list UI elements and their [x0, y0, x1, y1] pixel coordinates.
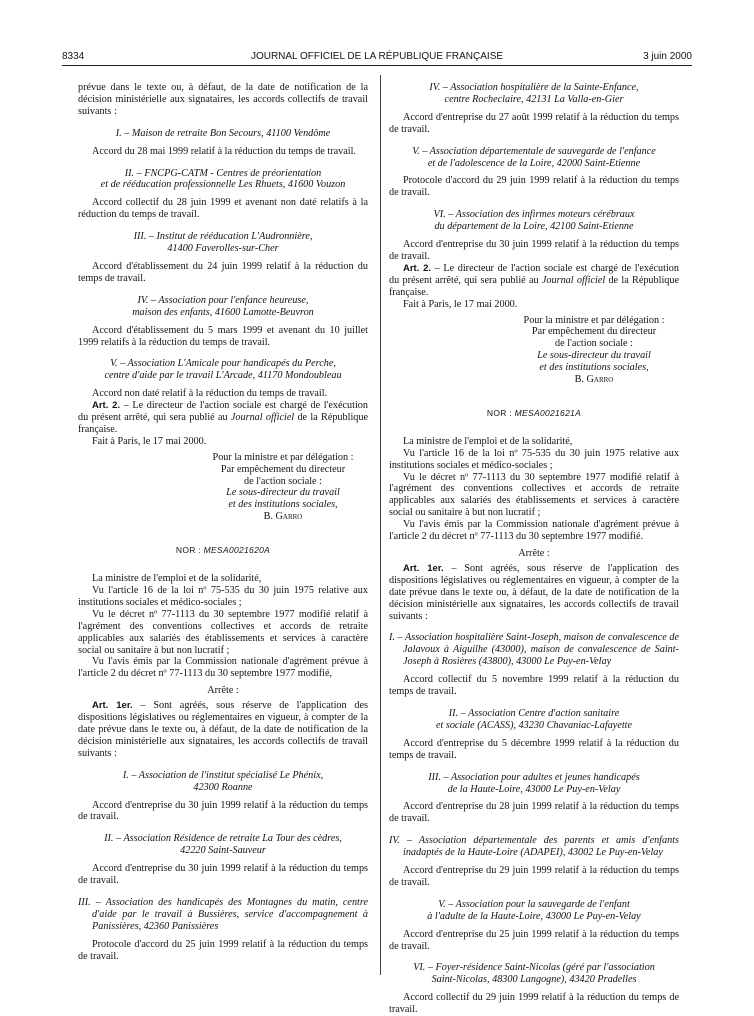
- entry-title: [389, 772, 679, 796]
- entry-title-line: à l'adulte de la Haute-Loire, 43000 Le Puy-en-Velay: [427, 910, 641, 922]
- entry-title-line: V. – Association départementale de sauvegarde de l'enfance: [412, 145, 656, 157]
- signature-line: et des institutions sociales,: [539, 362, 649, 374]
- header-rule: [62, 65, 692, 66]
- entry-title: [389, 146, 679, 170]
- entry-title: [78, 231, 368, 255]
- signature-line: Pour la ministre et par délégation :: [212, 451, 354, 463]
- signatory-name: B. Garro: [263, 511, 303, 523]
- preamble: Vu l'article 16 de la loi nº 75-535 du 30 juin 1975 relative aux institutions sociales et médico-sociales ;: [78, 585, 368, 608]
- article-text: – Le directeur de l'action sociale est chargé de l'exécution du présent arrêté, qui sera publié au: [389, 262, 679, 286]
- entry-text: Accord non daté relatif à la réduction du temps de travail.: [92, 388, 328, 400]
- entry-title: [389, 962, 679, 986]
- page-header: [0, 0, 754, 70]
- signature-line: Par empêchement du directeur: [531, 326, 657, 338]
- entry-text: Protocole d'accord du 29 juin 1999 relatif à la réduction du temps de travail.: [389, 175, 679, 199]
- entry-title-line: II. – Association Résidence de retraite La Tour des cèdres,: [104, 833, 342, 845]
- signature-line: Par empêchement du directeur: [220, 463, 346, 475]
- entry-title-line: et sociale (ACASS), 43230 Chavaniac-Lafayette: [435, 719, 633, 731]
- signature-line: Le sous-directeur du travail: [226, 487, 340, 499]
- entry-title-line: centre Rocheclaire, 42131 La Valla-en-Gier: [444, 93, 624, 105]
- nor-reference: [389, 408, 679, 420]
- entry-title-line: et de l'adolescence de la Loire, 42000 Saint-Etienne: [427, 157, 641, 169]
- entry-text: Accord d'entreprise du 30 juin 1999 relatif à la réduction du temps de travail.: [78, 799, 368, 823]
- article-text: – Le directeur de l'action sociale est chargé de l'exécution du présent arrêté, qui sera publié au: [78, 400, 368, 424]
- entry-title-line: maison des enfants, 41600 Lamotte-Beuvron: [132, 306, 314, 318]
- preamble: Vu le décret nº 77-1113 du 30 septembre 1977 modifié relatif à l'agrément des conventions collectives et accords de retraite applicables aux salariés des établissements et services à caractère social ou sanitaire à but non lucratif ;: [389, 471, 679, 519]
- signature-line: de l'action sociale :: [555, 338, 633, 350]
- arrete-heading: Arrête :: [518, 548, 550, 559]
- entry-title-line: centre d'aide par le travail L'Arcade, 41170 Mondoubleau: [104, 370, 342, 382]
- preamble: Vu l'article 16 de la loi nº 75-535 du 30 juin 1975 relative aux institutions sociales et médico-sociales ;: [389, 447, 679, 471]
- preamble: Vu le décret nº 77-1113 du 30 septembre 1977 modifié relatif à l'agrément des conventions collectives et accords de retraite applicables aux salariés des établissements et services à caractère social ou sanitaire à but non lucratif ;: [78, 608, 368, 656]
- entry-title: [389, 708, 679, 732]
- entry-title-line: II. – Association Centre d'action sanitaire: [448, 707, 620, 719]
- entry-text: Accord d'entreprise du 25 juin 1999 relatif à la réduction du temps de travail.: [389, 928, 679, 952]
- arrete-heading: Arrête :: [207, 685, 239, 697]
- entry-title: [78, 358, 368, 382]
- entry-title-line: III. – Institut de rééducation L'Audronnière,: [133, 231, 313, 243]
- preamble: Vu l'avis émis par la Commission nationale d'agrément prévue à l'article 2 du décret nº 77-1113 du 30 septembre 1977 modifié,: [78, 656, 368, 680]
- article-1: [78, 700, 368, 760]
- preamble: Vu l'avis émis par la Commission nationale d'agrément prévue à l'article 2 du décret nº 77-1113 du 30 septembre 1977 modifié.: [389, 519, 679, 543]
- entry-title-line: V. – Association pour la sauvegarde de l'enfant: [438, 898, 630, 910]
- signature-line: de l'action sociale :: [244, 475, 322, 487]
- signature-block: [509, 315, 679, 386]
- entry-text: Accord d'établissement du 24 juin 1999 relatif à la réduction du temps de travail.: [78, 260, 368, 284]
- page-number: 8334: [62, 51, 85, 62]
- journal-ref: Journal officiel: [541, 274, 606, 286]
- article-2: [389, 263, 679, 299]
- entry-title: I. – Maison de retraite Bon Secours, 41100 Vendôme: [115, 127, 331, 139]
- entry-title-line: IV. – Association hospitalière de la Sainte-Enfance,: [429, 82, 639, 93]
- article-text: de la République française.: [389, 274, 679, 298]
- entry-title: [389, 899, 679, 923]
- entry-title-line: III. – Association pour adultes et jeunes handicapés: [428, 771, 640, 783]
- entry-title-line: VI. – Association des infirmes moteurs cérébraux: [433, 209, 635, 221]
- entry-title-line: de la Haute-Loire, 43000 Le Puy-en-Velay: [447, 783, 621, 795]
- article-text: – Sont agréés, sous réserve de l'application des dispositions législatives ou réglementaires en vigueur, à compter de la date prévue dans le texte ou, à défaut, de la date de notification de la décision ministérielle aux signataires, les accords collectifs de travail suivants :: [389, 562, 679, 622]
- preamble: La ministre de l'emploi et de la solidarité,: [92, 573, 262, 585]
- entry-title: IV. – Association départementale des parents et amis d'enfants inadaptés de la Haute-Loire (ADAPEI), 43002 Le Puy-en-Velay: [389, 835, 679, 859]
- signature-line: et des institutions sociales,: [228, 499, 338, 511]
- entry-text: Accord d'entreprise du 30 juin 1999 relatif à la réduction du temps de travail.: [78, 863, 368, 887]
- entry-title: I. – Association hospitalière Saint-Joseph, maison de convalescence de Jalavoux à Aiguilhe (43000), maison de convalescence de Saint-Joseph à Rosières (43800), 43000 Le Puy-en-Velay: [389, 632, 679, 668]
- entry-title: [389, 209, 679, 233]
- entry-title-line: IV. – Association pour l'enfance heureuse,: [137, 294, 309, 306]
- entry-title-line: Saint-Nicolas, 48300 Langogne), 43420 Pradelles: [431, 974, 637, 986]
- entry-title-line: VI. – Foyer-résidence Saint-Nicolas (géré par l'association: [413, 962, 655, 974]
- article-label: Art. 1er.: [403, 562, 444, 574]
- signature-line: Pour la ministre et par délégation :: [523, 314, 665, 326]
- entry-title-line: V. – Association L'Amicale pour handicapés du Perche,: [110, 358, 336, 370]
- entry-title-line: 42300 Roanne: [193, 781, 253, 793]
- entry-text: Accord d'entreprise du 28 juin 1999 relatif à la réduction du temps de travail.: [389, 801, 679, 825]
- article-label: Art. 2.: [403, 262, 432, 274]
- entry-text: Accord d'entreprise du 29 juin 1999 relatif à la réduction du temps de travail.: [389, 865, 679, 888]
- article-label: Art. 1er.: [92, 700, 133, 712]
- entry-text: Accord d'entreprise du 30 juin 1999 relatif à la réduction du temps de travail.: [389, 239, 679, 262]
- entry-title: [78, 295, 368, 319]
- nor-label: NOR :: [175, 545, 204, 556]
- entry-title-line: 42220 Saint-Sauveur: [180, 845, 266, 857]
- entry-title-line: 41400 Faverolles-sur-Cher: [167, 243, 279, 255]
- entry-title-line: et de rééducation professionnelle Les Rhuets, 41600 Vouzon: [100, 179, 346, 191]
- journal-title: JOURNAL OFFICIEL DE LA RÉPUBLIQUE FRANÇAISE: [250, 51, 504, 62]
- entry-title: [78, 770, 368, 794]
- entry-title: [78, 168, 368, 192]
- fait-a-paris: Fait à Paris, le 17 mai 2000.: [403, 298, 518, 310]
- article-label: Art. 2.: [92, 400, 121, 412]
- nor-code: MESA0021621A: [514, 407, 582, 418]
- entry-text: Accord collectif du 29 juin 1999 relatif à la réduction du temps de travail.: [389, 992, 679, 1016]
- left-column: [78, 82, 368, 962]
- nor-reference: [78, 545, 368, 557]
- article-text: – Sont agréés, sous réserve de l'application des dispositions législatives ou réglementaires en vigueur, à compter de la date prévue dans le texte ou, à défaut, de la date de notification de la décision ministérielle aux signataires, les accords collectifs de travail suivants :: [78, 700, 368, 759]
- entry-text: Accord collectif du 28 juin 1999 et avenant non daté relatifs à la réduction du temps de travail.: [78, 197, 368, 221]
- article-text: de la République française.: [78, 412, 368, 435]
- right-column: [389, 82, 679, 1016]
- signature-line: Le sous-directeur du travail: [537, 350, 651, 362]
- column-divider: [380, 75, 381, 975]
- article-2: [78, 400, 368, 436]
- entry-text: Accord d'entreprise du 27 août 1999 relatif à la réduction du temps de travail.: [389, 111, 679, 135]
- entry-title-line: I. – Association de l'institut spécialisé Le Phénix,: [122, 769, 324, 781]
- entry-text: Accord collectif du 5 novembre 1999 relatif à la réduction du temps de travail.: [389, 674, 679, 698]
- issue-date: 3 juin 2000: [643, 51, 692, 62]
- signatory-name: B. Garro: [574, 374, 614, 386]
- entry-title-line: du département de la Loire, 42100 Saint-Etienne: [434, 221, 634, 233]
- article-1: [389, 563, 679, 623]
- entry-title: [389, 82, 679, 106]
- intro-text: prévue dans le texte ou, à défaut, de la date de notification de la décision ministérielle aux signataires, les accords collectifs de travail suivants :: [78, 82, 368, 117]
- nor-label: NOR :: [486, 407, 515, 418]
- journal-ref: Journal officiel: [230, 412, 295, 424]
- entry-text: Accord d'entreprise du 5 décembre 1999 relatif à la réduction du temps de travail.: [389, 737, 679, 761]
- entry-title-line: II. – FNCPG-CATM - Centres de préorientation: [124, 167, 322, 179]
- entry-text: Protocole d'accord du 25 juin 1999 relatif à la réduction du temps de travail.: [78, 938, 368, 962]
- signature-block: [198, 452, 368, 523]
- fait-a-paris: Fait à Paris, le 17 mai 2000.: [92, 435, 207, 447]
- entry-title: [78, 833, 368, 857]
- nor-code: MESA0021620A: [203, 545, 271, 556]
- entry-text: Accord du 28 mai 1999 relatif à la réduction du temps de travail.: [92, 145, 356, 157]
- entry-text: Accord d'établissement du 5 mars 1999 et avenant du 10 juillet 1999 relatifs à la réduction du temps de travail.: [78, 324, 368, 348]
- preamble: La ministre de l'emploi et de la solidarité,: [403, 435, 573, 447]
- entry-title: III. – Association des handicapés des Montagnes du matin, centre d'aide par le travail à Bussières, service d'accompagnement à Panissières, 42360 Panissières: [78, 896, 368, 932]
